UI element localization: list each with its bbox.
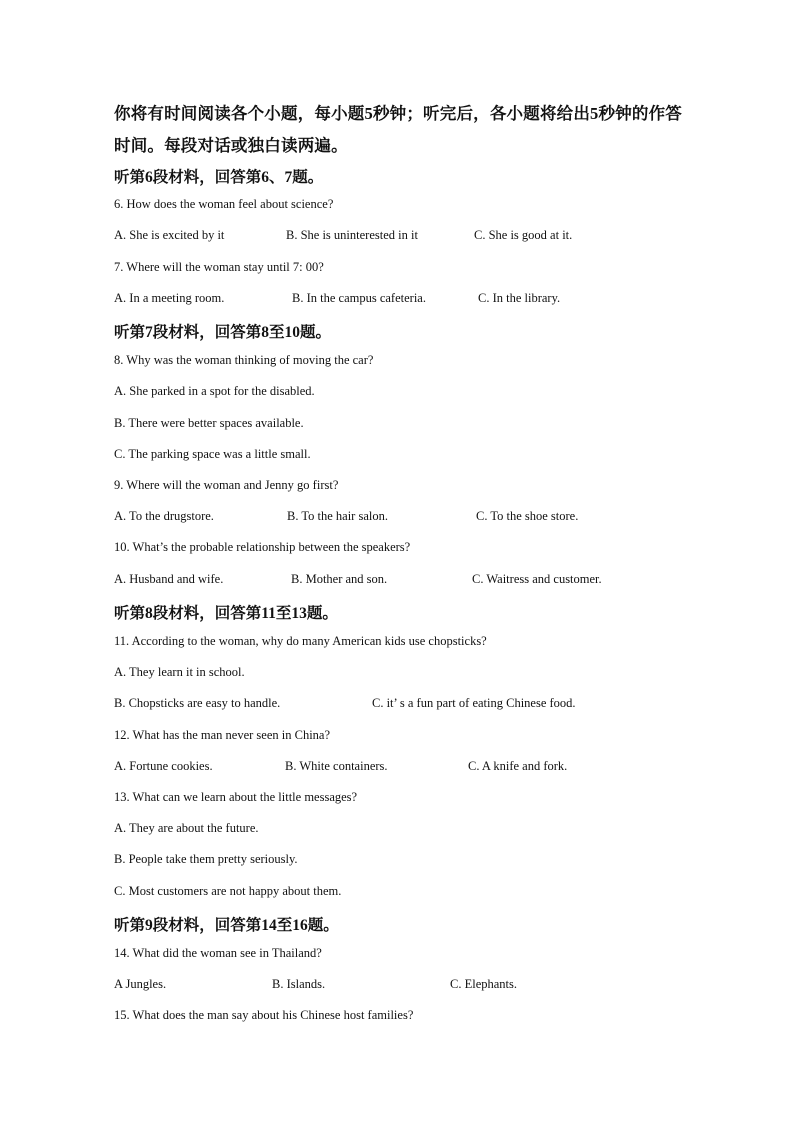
question-7-option-c: C. In the library. [478,291,561,305]
question-10-option-a: A. Husband and wife. [114,572,224,586]
question-10-option-c: C. Waitress and customer. [472,572,602,586]
question-6-option-a: A. She is excited by it [114,228,225,242]
question-8-stem: 8. Why was the woman thinking of moving the car? [114,353,374,367]
question-13-option-a: A. They are about the future. [114,821,259,835]
section-heading-9: 听第9段材料，回答第14至16题。 [114,917,339,934]
question-7-stem: 7. Where will the woman stay until 7: 00? [114,260,324,274]
question-10-stem: 10. What’s the probable relationship between the speakers? [114,540,411,554]
question-11-option-c: C. it’ s a fun part of eating Chinese food. [372,696,576,710]
question-13-stem: 13. What can we learn about the little messages? [114,790,358,804]
section-heading-8: 听第8段材料，回答第11至13题。 [114,605,338,622]
question-12-option-a: A. Fortune cookies. [114,759,213,773]
question-15-stem: 15. What does the man say about his Chinese host families? [114,1008,414,1022]
question-13-option-b: B. People take them pretty seriously. [114,852,298,866]
question-6-stem: 6. How does the woman feel about science? [114,197,334,211]
question-12-option-b: B. White containers. [285,759,388,773]
question-10-option-b: B. Mother and son. [291,572,388,586]
question-14-option-c: C. Elephants. [450,977,518,991]
question-7-option-a: A. In a meeting room. [114,291,225,305]
question-14-stem: 14. What did the woman see in Thailand? [114,946,322,960]
question-9-option-a: A. To the drugstore. [114,509,214,523]
question-13-option-c: C. Most customers are not happy about them. [114,884,342,898]
question-9-option-b: B. To the hair salon. [287,509,388,523]
question-12-stem: 12. What has the man never seen in China? [114,728,331,742]
question-8-option-c: C. The parking space was a little small. [114,447,311,461]
question-12-option-c: C. A knife and fork. [468,759,568,773]
instructions-line-2: 时间。每段对话或独白读两遍。 [114,136,348,155]
question-9-option-c: C. To the shoe store. [476,509,579,523]
question-8-option-a: A. She parked in a spot for the disabled. [114,384,315,398]
question-9-stem: 9. Where will the woman and Jenny go first? [114,478,339,492]
question-11-option-a: A. They learn it in school. [114,665,245,679]
question-8-option-b: B. There were better spaces available. [114,416,304,430]
question-11-option-b: B. Chopsticks are easy to handle. [114,696,281,710]
instructions-line-1: 你将有时间阅读各个小题，每小题5秒钟；听完后，各小题将给出5秒钟的作答 [114,104,682,123]
question-6-option-c: C. She is good at it. [474,228,573,242]
question-14-option-a: A Jungles. [114,977,167,991]
question-7-option-b: B. In the campus cafeteria. [292,291,426,305]
section-heading-6: 听第6段材料，回答第6、7题。 [114,169,324,186]
question-6-option-b: B. She is uninterested in it [286,228,418,242]
section-heading-7: 听第7段材料，回答第8至10题。 [114,324,332,341]
question-14-option-b: B. Islands. [272,977,326,991]
question-11-stem: 11. According to the woman, why do many American kids use chopsticks? [114,634,487,648]
